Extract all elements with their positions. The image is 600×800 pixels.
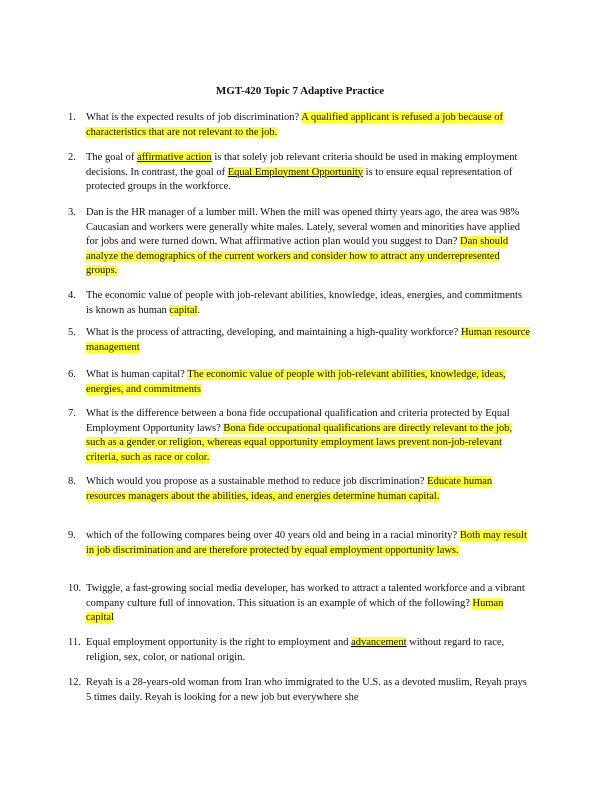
- answer-highlight: The economic value of people with job-relevant abilities, knowledge, ideas, energies, and commitments: [86, 369, 506, 395]
- question-number: 6.: [68, 369, 76, 380]
- question-10: 10. Twiggle, a fast-growing social media developer, has worked to attract a talented workforce and a vibrant company culture full of innovation. This situation is an example of which of the following? Human capital: [68, 583, 525, 623]
- answer-highlight: affirmative action: [137, 152, 212, 163]
- question-12: 12. Reyah is a 28-years-old woman from Iran who immigrated to the U.S. as a devoted muslim, Reyah prays 5 times daily. Reyah is looking for a new job but everywhere she: [68, 677, 527, 703]
- answer-highlight: Human capital: [86, 597, 504, 623]
- question-1: 1. What is the expected results of job discrimination? A qualified applicant is refused a job because of characteristics that are not relevant to the job.: [68, 112, 503, 138]
- answer-highlight: A qualified applicant is refused a job because of characteristics that are not relevant to the job.: [86, 112, 503, 138]
- question-number: 4.: [68, 290, 76, 301]
- answer-highlight: Dan should analyze the demographics of the current workers and consider how to attract any underrepresented groups.: [86, 236, 509, 276]
- question-number: 8.: [68, 476, 76, 487]
- question-number: 12.: [68, 677, 82, 688]
- question-number: 2.: [68, 152, 76, 163]
- question-11: 11. Equal employment opportunity is the right to employment and advancement without regard to race, religion, sex, color, or national origin.: [68, 637, 505, 663]
- answer-highlight: Bona fide occupational qualifications are directly relevant to the job, such as a gender or religion, whereas equal opportunity employment laws prevent non-job-relevant criteria, such as race or color.: [86, 422, 513, 463]
- answer-highlight: Equal Employment Opportunity: [227, 166, 364, 178]
- answer-highlight: advancement: [351, 637, 407, 648]
- document-title: MGT-420 Topic 7 Adaptive Practice: [215, 85, 385, 97]
- question-3: 3. Dan is the HR manager of a lumber mill. When the mill was opened thirty years ago, the area was 98% Caucasian and workers were generally white males. Lately, several women and minorities have applied for jobs and were turned down. What affirmative action plan would you suggest to Dan? Dan should analyze the demographics of the current workers and consider how to attract any underrepresented groups.: [68, 207, 521, 276]
- question-2: 2. The goal of affirmative action is that solely job relevant criteria should be used in making employment decisions. In contrast, the goal of Equal Employment Opportunity is to ensure equal representation of protected groups in the workforce.: [68, 152, 518, 192]
- question-7: 7. What is the difference between a bona fide occupational qualification and criteria protected by Equal Employment Opportunity laws? Bona fide occupational qualifications are directly relevant to the job, such as a gender or religion, whereas equal opportunity employment laws prevent non-job-relevant criteria, such as race or color.: [68, 408, 513, 463]
- question-number: 11.: [68, 637, 81, 648]
- question-number: 7.: [68, 408, 76, 419]
- question-number: 9.: [68, 530, 76, 541]
- question-number: 10.: [68, 583, 82, 594]
- question-number: 1.: [68, 112, 76, 123]
- answer-highlight: Human resource management: [86, 327, 531, 353]
- question-5: 5. What is the process of attracting, developing, and maintaining a high-quality workforce? Human resource management: [68, 327, 531, 353]
- answer-highlight: capital: [169, 304, 198, 316]
- question-4: 4. The economic value of people with job-relevant abilities, knowledge, ideas, energies, and commitments is known as human capital.: [68, 290, 523, 316]
- question-9: 9. which of the following compares being over 40 years old and being in a racial minority? Both may result in job discrimination and are therefore protected by equal employment opportunity laws.: [68, 530, 527, 556]
- question-number: 3.: [68, 207, 76, 218]
- question-6: 6. What is human capital? The economic value of people with job-relevant abilities, knowledge, ideas, energies, and commitments: [68, 369, 506, 395]
- question-number: 5.: [68, 327, 76, 338]
- question-8: 8. Which would you propose as a sustainable method to reduce job discrimination? Educate human resources managers about the abilities, ideas, and energies determine human capital.: [68, 476, 493, 502]
- answer-highlight: Educate human resources managers about the abilities, ideas, and energies determine human capital.: [86, 476, 493, 502]
- answer-highlight: Both may result in job discrimination and are therefore protected by equal employment opportunity laws.: [86, 530, 527, 556]
